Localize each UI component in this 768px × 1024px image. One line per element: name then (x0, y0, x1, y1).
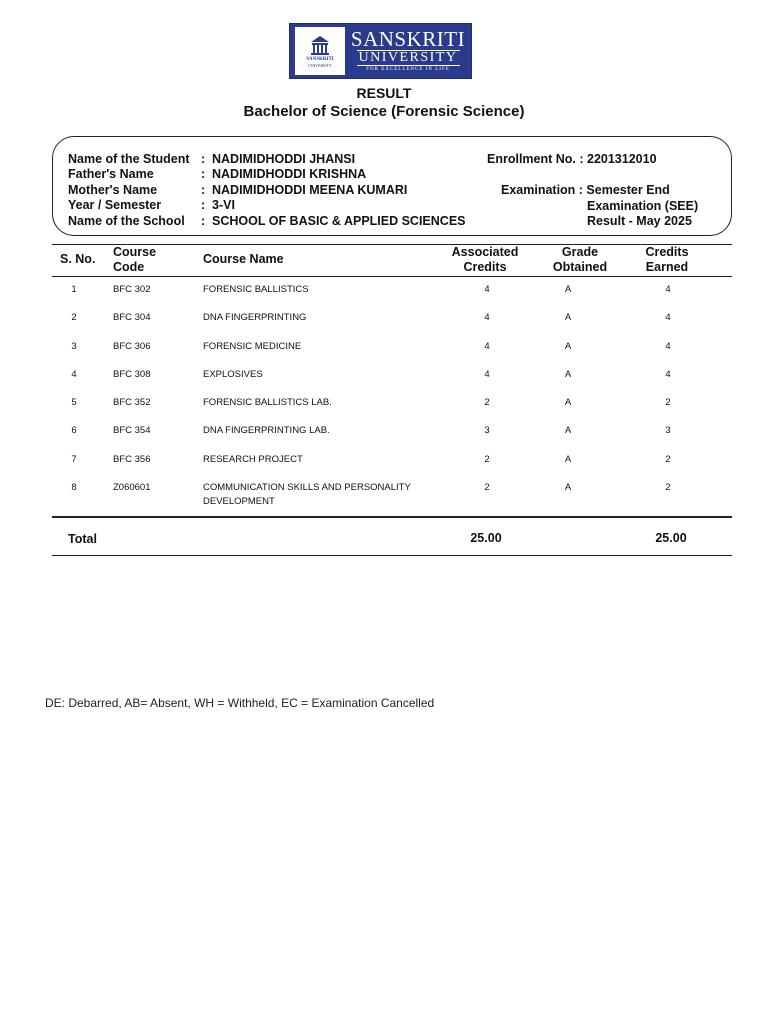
school-label: Name of the School (68, 214, 185, 228)
total-bottom-rule (52, 555, 732, 556)
student-name-value: NADIMIDHODDI JHANSI (212, 152, 356, 166)
row-course-code: Z060601 (113, 482, 151, 493)
row-credits-earned: 2 (665, 454, 671, 465)
logo-line1: SANSKRITI (350, 27, 466, 51)
row-sno: 3 (71, 341, 77, 352)
total-associated-credits: 25.00 (470, 531, 502, 545)
row-credits-earned: 4 (665, 341, 671, 352)
header-course-code-l1: Course (113, 245, 157, 259)
row-associated-credits: 4 (484, 312, 490, 323)
result-session: Result - May 2025 (587, 214, 692, 228)
row-credits-earned: 4 (665, 369, 671, 380)
row-sno: 7 (71, 454, 77, 465)
row-grade: A (564, 482, 572, 493)
colon: : (201, 198, 206, 212)
row-associated-credits: 4 (484, 284, 490, 295)
school-value: SCHOOL OF BASIC & APPLIED SCIENCES (212, 214, 466, 228)
abbreviation-legend: DE: Debarred, AB= Absent, WH = Withheld, EC = Examination Cancelled (45, 696, 435, 710)
header-course-code-l2: Code (113, 260, 145, 274)
row-grade: A (564, 397, 572, 408)
header-associated-l1: Associated (451, 245, 519, 259)
row-course-name: RESEARCH PROJECT (203, 454, 303, 465)
mother-name-value: NADIMIDHODDI MEENA KUMARI (212, 183, 408, 197)
row-course-name: EXPLOSIVES (203, 369, 263, 380)
row-grade: A (564, 284, 572, 295)
header-bottom-rule (52, 276, 732, 277)
university-emblem (295, 27, 345, 75)
row-associated-credits: 4 (484, 369, 490, 380)
row-sno: 8 (71, 482, 77, 493)
row-credits-earned: 2 (665, 482, 671, 493)
row-sno: 1 (71, 284, 77, 295)
colon: : (201, 183, 206, 197)
header-grade-l2: Obtained (552, 260, 608, 274)
row-course-name: FORENSIC MEDICINE (203, 341, 302, 352)
header-course-name: Course Name (203, 252, 284, 266)
father-name-label: Father's Name (68, 167, 154, 181)
row-course-name-cont: DEVELOPMENT (203, 496, 275, 507)
emblem-sub: UNIVERSITY (308, 62, 332, 68)
row-credits-earned: 4 (665, 312, 671, 323)
total-label: Total (68, 532, 97, 546)
header-earned-l1: Credits (645, 245, 689, 259)
university-logo (289, 23, 472, 79)
student-info-box (52, 136, 732, 236)
enrollment-number: Enrollment No. : 2201312010 (487, 152, 657, 166)
header-course-code (113, 245, 156, 275)
row-course-code: BFC 308 (113, 369, 151, 380)
year-semester-value: 3-VI (212, 198, 235, 212)
row-associated-credits: 2 (484, 454, 490, 465)
header-associated-credits (440, 245, 530, 275)
row-associated-credits: 3 (484, 425, 490, 436)
program-title: Bachelor of Science (Forensic Science) (243, 103, 525, 120)
header-grade-obtained (540, 245, 620, 275)
logo-tagline: FOR EXCELLENCE IN LIFE (366, 67, 450, 72)
row-course-name: COMMUNICATION SKILLS AND PERSONALITY (203, 482, 411, 493)
row-grade: A (564, 312, 572, 323)
row-course-name: DNA FINGERPRINTING LAB. (203, 425, 330, 436)
emblem-name: SANSKRITI (306, 56, 334, 62)
building-icon (309, 35, 331, 57)
logo-line2: UNIVERSITY (358, 50, 458, 65)
colon: : (201, 152, 206, 166)
row-grade: A (564, 369, 572, 380)
header-earned-l2: Earned (645, 260, 689, 274)
logo-text (345, 28, 471, 74)
row-course-name: FORENSIC BALLISTICS (203, 284, 309, 295)
row-grade: A (564, 341, 572, 352)
row-course-code: BFC 306 (113, 341, 151, 352)
row-course-name: DNA FINGERPRINTING (203, 312, 307, 323)
colon: : (201, 214, 206, 228)
row-credits-earned: 3 (665, 425, 671, 436)
row-credits-earned: 4 (665, 284, 671, 295)
row-sno: 6 (71, 425, 77, 436)
colon: : (201, 167, 206, 181)
table-body-bottom-rule (52, 516, 732, 518)
row-course-code: BFC 304 (113, 312, 151, 323)
year-semester-label: Year / Semester (68, 198, 162, 212)
row-sno: 5 (71, 397, 77, 408)
row-course-code: BFC 356 (113, 454, 151, 465)
row-associated-credits: 2 (484, 482, 490, 493)
examination-line2: Examination (SEE) (587, 199, 699, 213)
row-grade: A (564, 425, 572, 436)
mother-name-label: Mother's Name (68, 183, 158, 197)
header-sno: S. No. (60, 252, 96, 266)
header-associated-l2: Credits (463, 260, 507, 274)
student-name-label: Name of the Student (68, 152, 190, 166)
row-grade: A (564, 454, 572, 465)
row-course-code: BFC 352 (113, 397, 151, 408)
row-associated-credits: 4 (484, 341, 490, 352)
row-associated-credits: 2 (484, 397, 490, 408)
row-course-code: BFC 302 (113, 284, 151, 295)
father-name-value: NADIMIDHODDI KRISHNA (212, 167, 367, 181)
row-course-code: BFC 354 (113, 425, 151, 436)
row-sno: 4 (71, 369, 77, 380)
total-credits-earned: 25.00 (655, 531, 687, 545)
header-grade-l1: Grade (561, 245, 599, 259)
examination-line1: Examination : Semester End (501, 183, 670, 197)
result-title: RESULT (356, 85, 412, 101)
row-course-name: FORENSIC BALLISTICS LAB. (203, 397, 332, 408)
row-sno: 2 (71, 312, 77, 323)
row-credits-earned: 2 (665, 397, 671, 408)
header-credits-earned (627, 245, 707, 275)
